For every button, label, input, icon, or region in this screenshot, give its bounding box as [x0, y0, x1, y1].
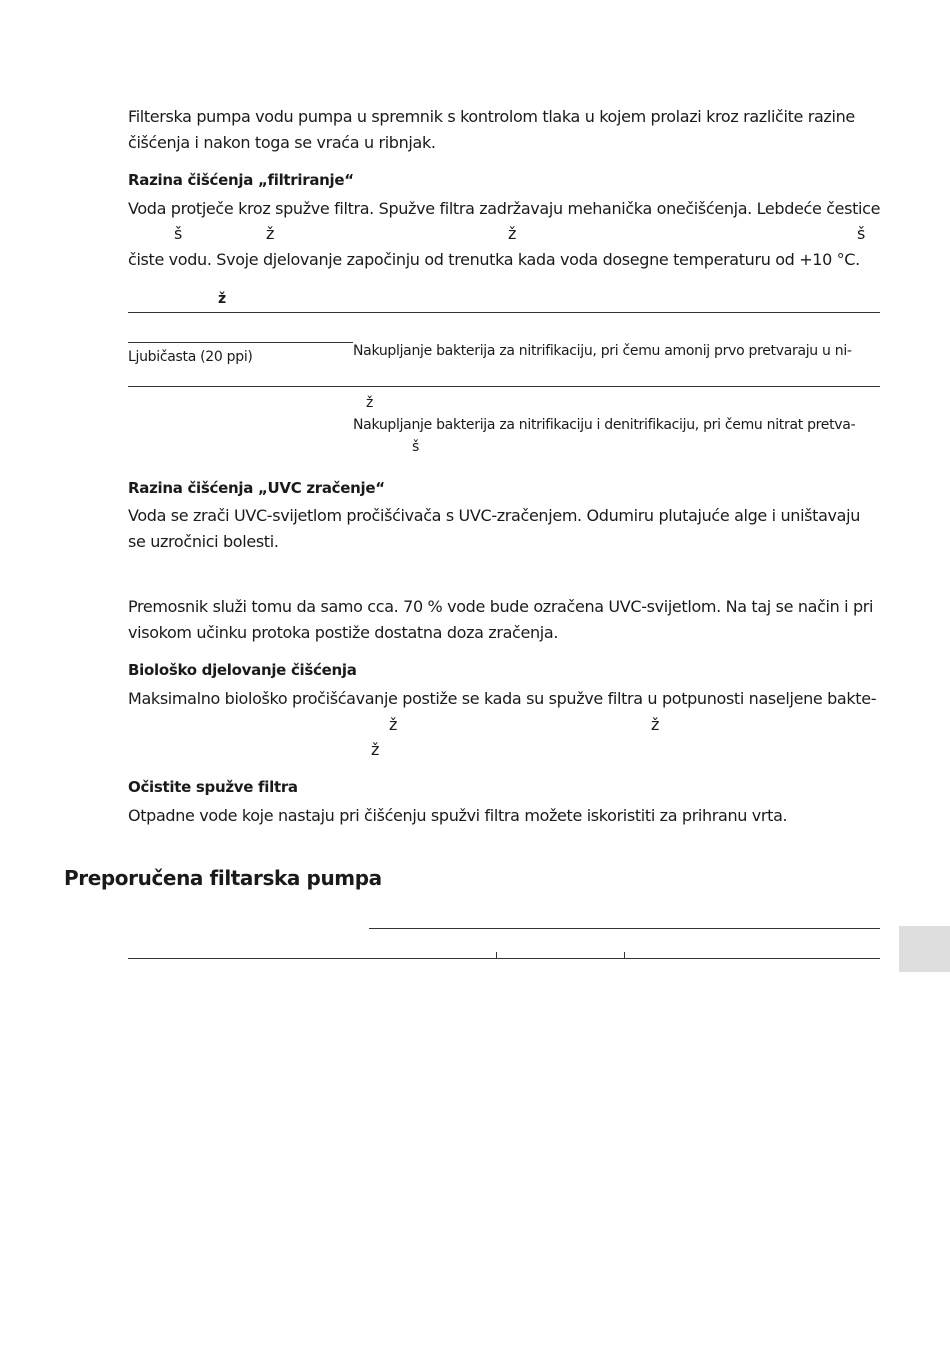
filtriranje-fragment: š — [857, 224, 866, 243]
language-tab-marker — [899, 926, 950, 972]
table-rule — [128, 386, 880, 387]
table-rule — [128, 342, 353, 343]
ocistite-heading: Očistite spužve filtra — [128, 778, 298, 796]
filtriranje-heading: Razina čišćenja „filtriranje“ — [128, 171, 354, 189]
pump-heading: Preporučena filtarska pumpa — [64, 866, 382, 890]
table-cell-color: Ljubičasta (20 ppi) — [128, 349, 253, 365]
bio-fragment: ž — [651, 715, 660, 734]
filtriranje-fragment: ž — [508, 224, 517, 243]
ocistite-line-1: Otpadne vode koje nastaju pri čišćenju spužvi filtra možete iskoristiti za prihranu vrta. — [128, 806, 788, 825]
premosnik-line-2: visokom učinku protoka postiže dostatna doza zračenja. — [128, 623, 559, 642]
table-column-divider — [496, 952, 497, 958]
bio-fragment: ž — [371, 740, 380, 759]
table-rule — [128, 958, 880, 959]
filtriranje-line-3: čiste vodu. Svoje djelovanje započinju od trenutka kada voda dosegne temperaturu od +10 °C. — [128, 250, 860, 269]
bio-line-1: Maksimalno biološko pročišćavanje postiže se kada su spužve filtra u potpunosti naseljene bakte- — [128, 689, 877, 708]
filtriranje-fragment: š — [174, 224, 183, 243]
intro-paragraph: Filterska pumpa vodu pumpa u spremnik s kontrolom tlaka u kojem prolazi kroz različite razine čišćenja i nakon toga se vraća u ribnjak. — [128, 107, 855, 152]
table-header-fragment: ž — [218, 291, 226, 307]
bio-fragment: ž — [389, 715, 398, 734]
premosnik-line-1: Premosnik služi tomu da samo cca. 70 % vode bude ozračena UVC-svijetlom. Na taj se način i pri — [128, 597, 874, 616]
bio-heading: Biološko djelovanje čišćenja — [128, 661, 357, 679]
uvc-line-2: se uzročnici bolesti. — [128, 532, 279, 551]
uvc-heading: Razina čišćenja „UVC zračenje“ — [128, 479, 385, 497]
filtriranje-fragment: ž — [266, 224, 275, 243]
table-cell-description: Nakupljanje bakterija za nitrifikaciju, pri čemu amonij prvo pretvaraju u ni- — [353, 343, 852, 359]
table-column-divider — [624, 952, 625, 958]
table-cell-fragment: š — [412, 439, 419, 455]
table-cell-description: Nakupljanje bakterija za nitrifikaciju i denitrifikaciju, pri čemu nitrat pretva- — [353, 417, 856, 433]
table-rule — [369, 928, 880, 929]
table-rule — [128, 312, 880, 313]
table-cell-fragment: ž — [366, 395, 374, 411]
uvc-line-1: Voda se zrači UVC-svijetlom pročišćivača s UVC-zračenjem. Odumiru plutajuće alge i uništavaju — [128, 506, 860, 525]
filtriranje-line-1: Voda protječe kroz spužve filtra. Spužve filtra zadržavaju mehanička onečišćenja. Lebdeće čestice — [128, 199, 881, 218]
